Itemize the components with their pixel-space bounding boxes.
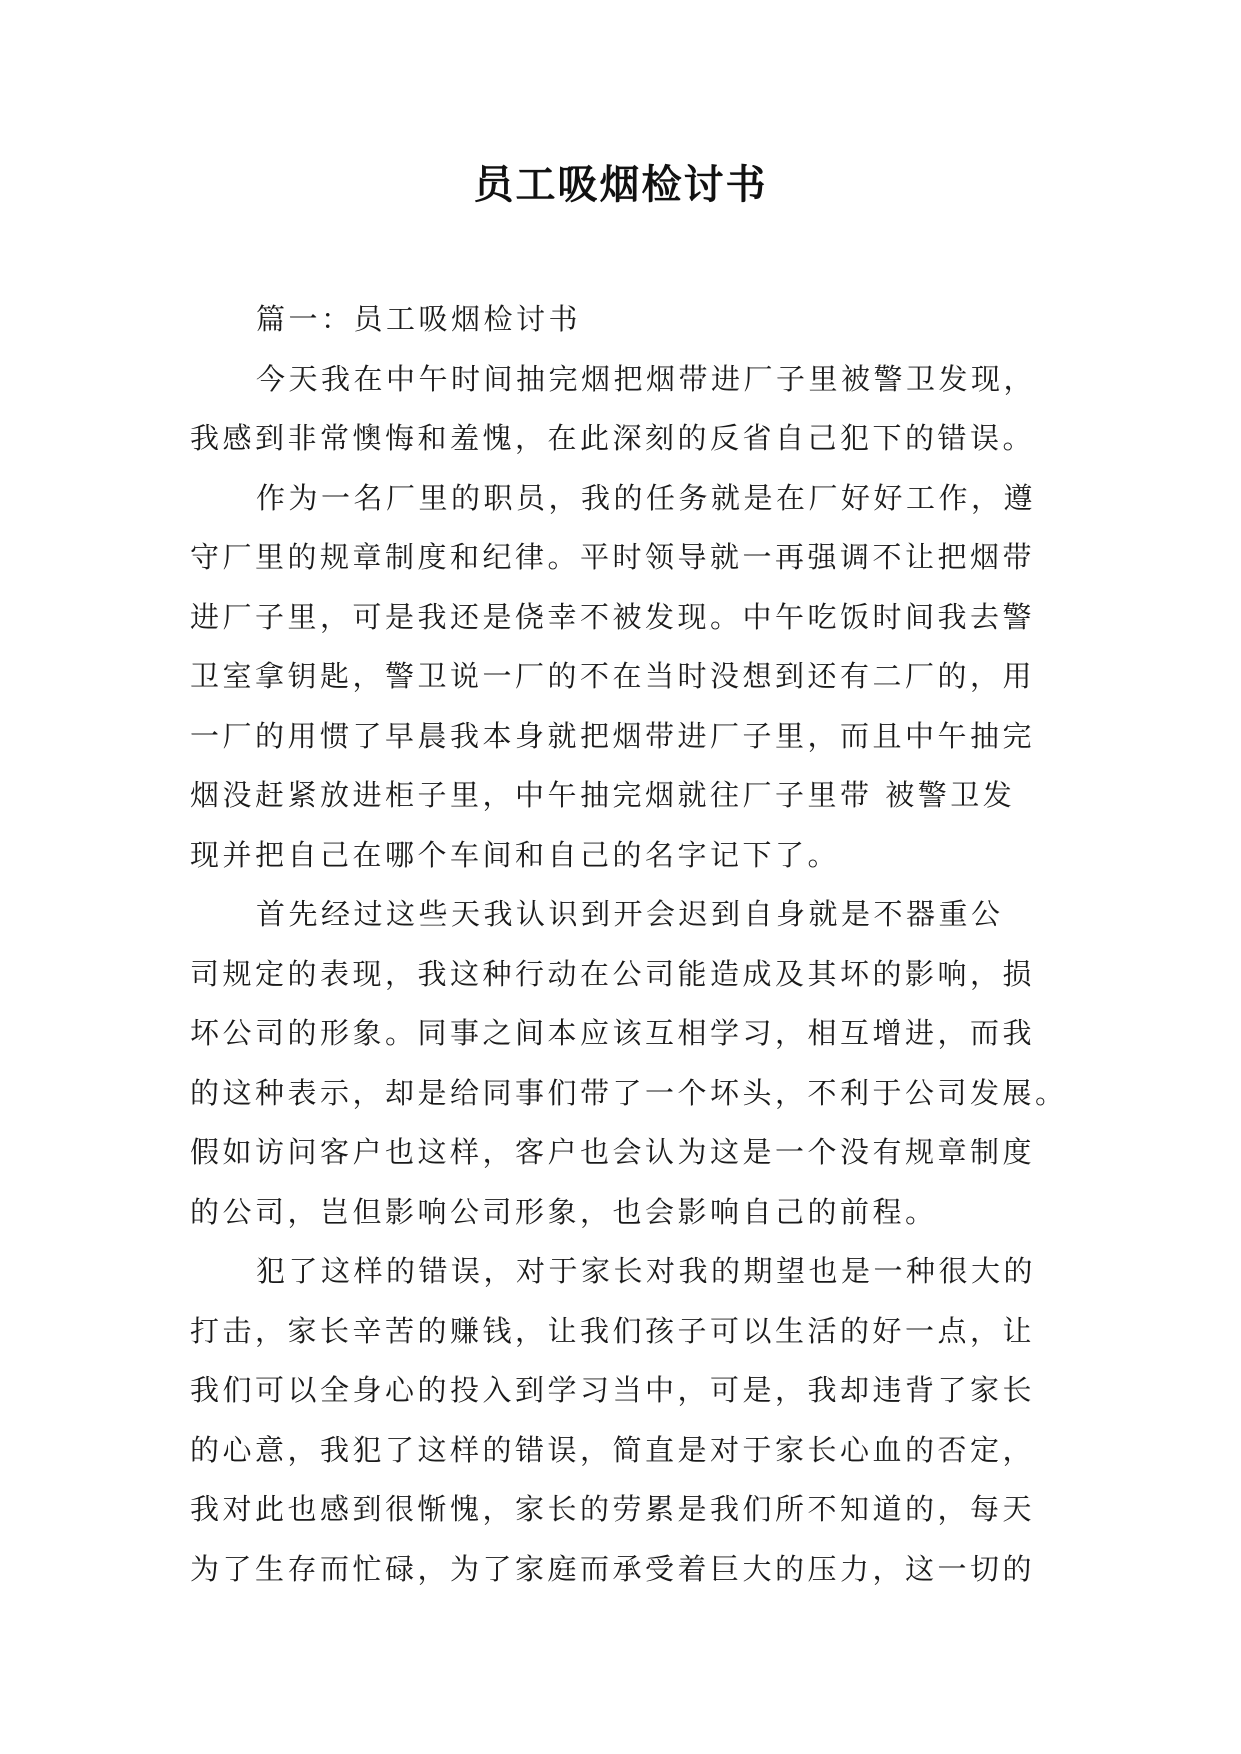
body-line: 现并把自己在哪个车间和自己的名字记下了。 bbox=[190, 837, 841, 872]
body-line: 的公司，岂但影响公司形象，也会影响自己的前程。 bbox=[190, 1194, 938, 1229]
body-line: 的心意，我犯了这样的错误，简直是对于家长心血的否定， bbox=[190, 1432, 1036, 1467]
body-line: 首先经过这些天我认识到开会迟到自身就是不器重公 bbox=[256, 897, 1004, 931]
body-line: 进厂子里，可是我还是侥幸不被发现。中午吃饭时间我去警 bbox=[190, 599, 1036, 634]
body-line: 为了生存而忙碌，为了家庭而承受着巨大的压力，这一切的 bbox=[190, 1551, 1036, 1586]
body-line: 烟没赶紧放进柜子里，中午抽完烟就往厂子里带 被警卫发 bbox=[190, 778, 1016, 812]
body-line: 我对此也感到很惭愧，家长的劳累是我们所不知道的，每天 bbox=[190, 1492, 1036, 1526]
body-line: 司规定的表现，我这种行动在公司能造成及其坏的影响，损 bbox=[190, 956, 1036, 991]
document-body bbox=[190, 290, 1068, 1599]
body-line: 卫室拿钥匙，警卫说一厂的不在当时没想到还有二厂的，用 bbox=[190, 659, 1036, 693]
body-line: 打击，家长辛苦的赚钱，让我们孩子可以生活的好一点，让 bbox=[190, 1313, 1036, 1348]
body-line: 守厂里的规章制度和纪律。平时领导就一再强调不让把烟带 bbox=[190, 540, 1036, 574]
body-line: 今天我在中午时间抽完烟把烟带进厂子里被警卫发现， bbox=[256, 361, 1037, 396]
document-title: 员工吸烟检讨书 bbox=[473, 162, 768, 208]
body-line: 犯了这样的错误，对于家长对我的期望也是一种很大的 bbox=[256, 1254, 1037, 1288]
body-line: 一厂的用惯了早晨我本身就把烟带进厂子里，而且中午抽完 bbox=[190, 718, 1036, 753]
body-line: 我们可以全身心的投入到学习当中，可是，我却违背了家长 bbox=[190, 1373, 1036, 1407]
section-heading: 篇一：员工吸烟检讨书 bbox=[256, 302, 582, 336]
body-line: 假如访问客户也这样，客户也会认为这是一个没有规章制度 bbox=[190, 1135, 1036, 1169]
body-line: 作为一名厂里的职员，我的任务就是在厂好好工作，遵 bbox=[256, 480, 1037, 515]
body-line: 坏公司的形象。同事之间本应该互相学习，相互增进，而我 bbox=[190, 1016, 1036, 1050]
body-line: 我感到非常懊悔和羞愧，在此深刻的反省自己犯下的错误。 bbox=[190, 421, 1036, 455]
body-line: 的这种表示，却是给同事们带了一个坏头，不利于公司发展。 bbox=[190, 1075, 1068, 1110]
